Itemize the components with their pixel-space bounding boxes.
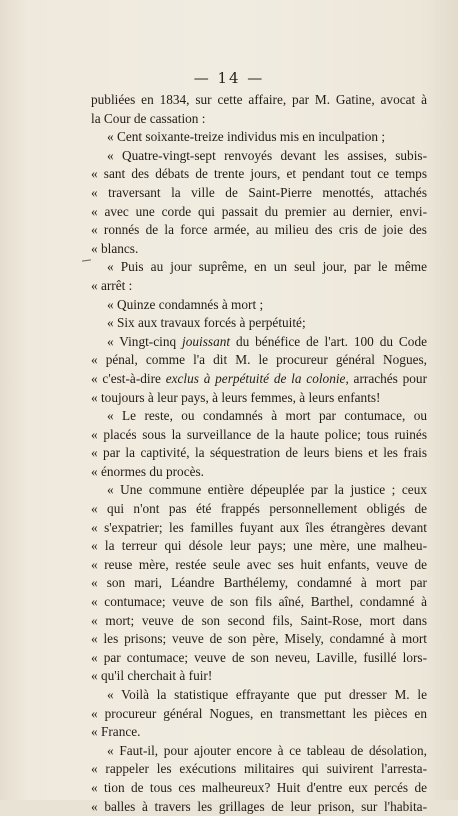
text-line: « France. (91, 724, 141, 740)
text-line: « la terreur qui désole leur pays; une mère, une malheu- (91, 538, 427, 554)
margin-mark (82, 259, 91, 261)
text-line: « placés sous la surveillance de la haute police; tous ruinés (91, 426, 427, 442)
text-line: « Une commune entière dépeuplée par la justice ; ceux (107, 482, 427, 498)
text-line: « traversant la ville de Saint-Pierre menottés, attachés (91, 184, 427, 200)
text-line: « pénal, comme l'a dit M. le procureur général Nogues, (91, 352, 427, 368)
text-line: « c'est-à-dire exclus à perpétuité de la colonie, arrachés pour (91, 370, 428, 386)
text-line: « reuse mère, restée seule avec ses huit enfants, veuve de (91, 556, 427, 572)
text-line: « qui n'ont pas été frappés personnellement obligés de (91, 501, 427, 517)
page-number: — 14 — (193, 69, 265, 87)
text-line: « procureur général Nogues, en transmettant les pièces en (91, 705, 427, 721)
text-line: « mort; veuve de son second fils, Saint-Rose, mort dans (91, 612, 427, 628)
text-line: « Faut-il, pour ajouter encore à ce tableau de désolation, (107, 742, 427, 758)
text-line: « tion de tous ces malheureux? Huit d'entre eux percés de (91, 779, 427, 795)
text-line: « Quatre-vingt-sept renvoyés devant les assises, subis- (107, 147, 427, 163)
text-line: « arrêt : (91, 277, 133, 293)
text-line: la Cour de cassation : (91, 110, 206, 126)
text-line: « Six aux travaux forcés à perpétuité; (107, 315, 306, 331)
text-line: « avec une corde qui passait du premier au dernier, envi- (91, 203, 427, 219)
text-line: « s'expatrier; les familles fuyant aux îles étrangères devant (91, 519, 427, 535)
text-line: publiées en 1834, sur cette affaire, par M. Gatine, avocat à (91, 92, 427, 107)
text-line: « Voilà la statistique effrayante que put dresser M. le (107, 687, 427, 702)
text-line: « énormes du procès. (91, 463, 204, 479)
text-line: « les prisons; veuve de son père, Misely, condamné à mort (91, 631, 427, 647)
text-line: « par la captivité, la séquestration de leurs biens et les frais (91, 445, 427, 461)
text-line: « Le reste, ou condamnés à mort par contumace, ou (107, 408, 427, 424)
text-line: « Vingt-cinq jouissant du bénéfice de l'art. 100 du Code (107, 333, 427, 349)
text-line: « ronnés de la force armée, au milieu des cris de joie des (91, 222, 427, 238)
body-text (91, 91, 427, 816)
text-line: « rappeler les exécutions militaires qui suivirent l'arresta- (91, 761, 427, 777)
text-line: « sant des débats de trente jours, et pendant tout ce temps (91, 166, 427, 182)
text-line: « son mari, Léandre Barthélemy, condamné à mort par (91, 575, 427, 591)
text-line: « Quinze condamnés à mort ; (107, 296, 264, 312)
text-line: « par contumace; veuve de son neveu, Laville, fusillé lors- (91, 649, 427, 665)
text-line: « qu'il cherchait à fuir! (91, 668, 213, 684)
text-line: « contumace; veuve de son fils aîné, Barthel, condamné à (91, 594, 427, 610)
text-line: « Puis au jour suprême, en un seul jour, par le même (107, 259, 427, 275)
text-line: « toujours à leur pays, à leurs femmes, à leurs enfants! (91, 389, 381, 405)
text-line: « balles à travers les grillages de leur prison, sur l'habita- (91, 798, 427, 814)
text-line: « Cent soixante-treize individus mis en inculpation ; (107, 129, 386, 145)
text-line: « blancs. (91, 240, 139, 256)
